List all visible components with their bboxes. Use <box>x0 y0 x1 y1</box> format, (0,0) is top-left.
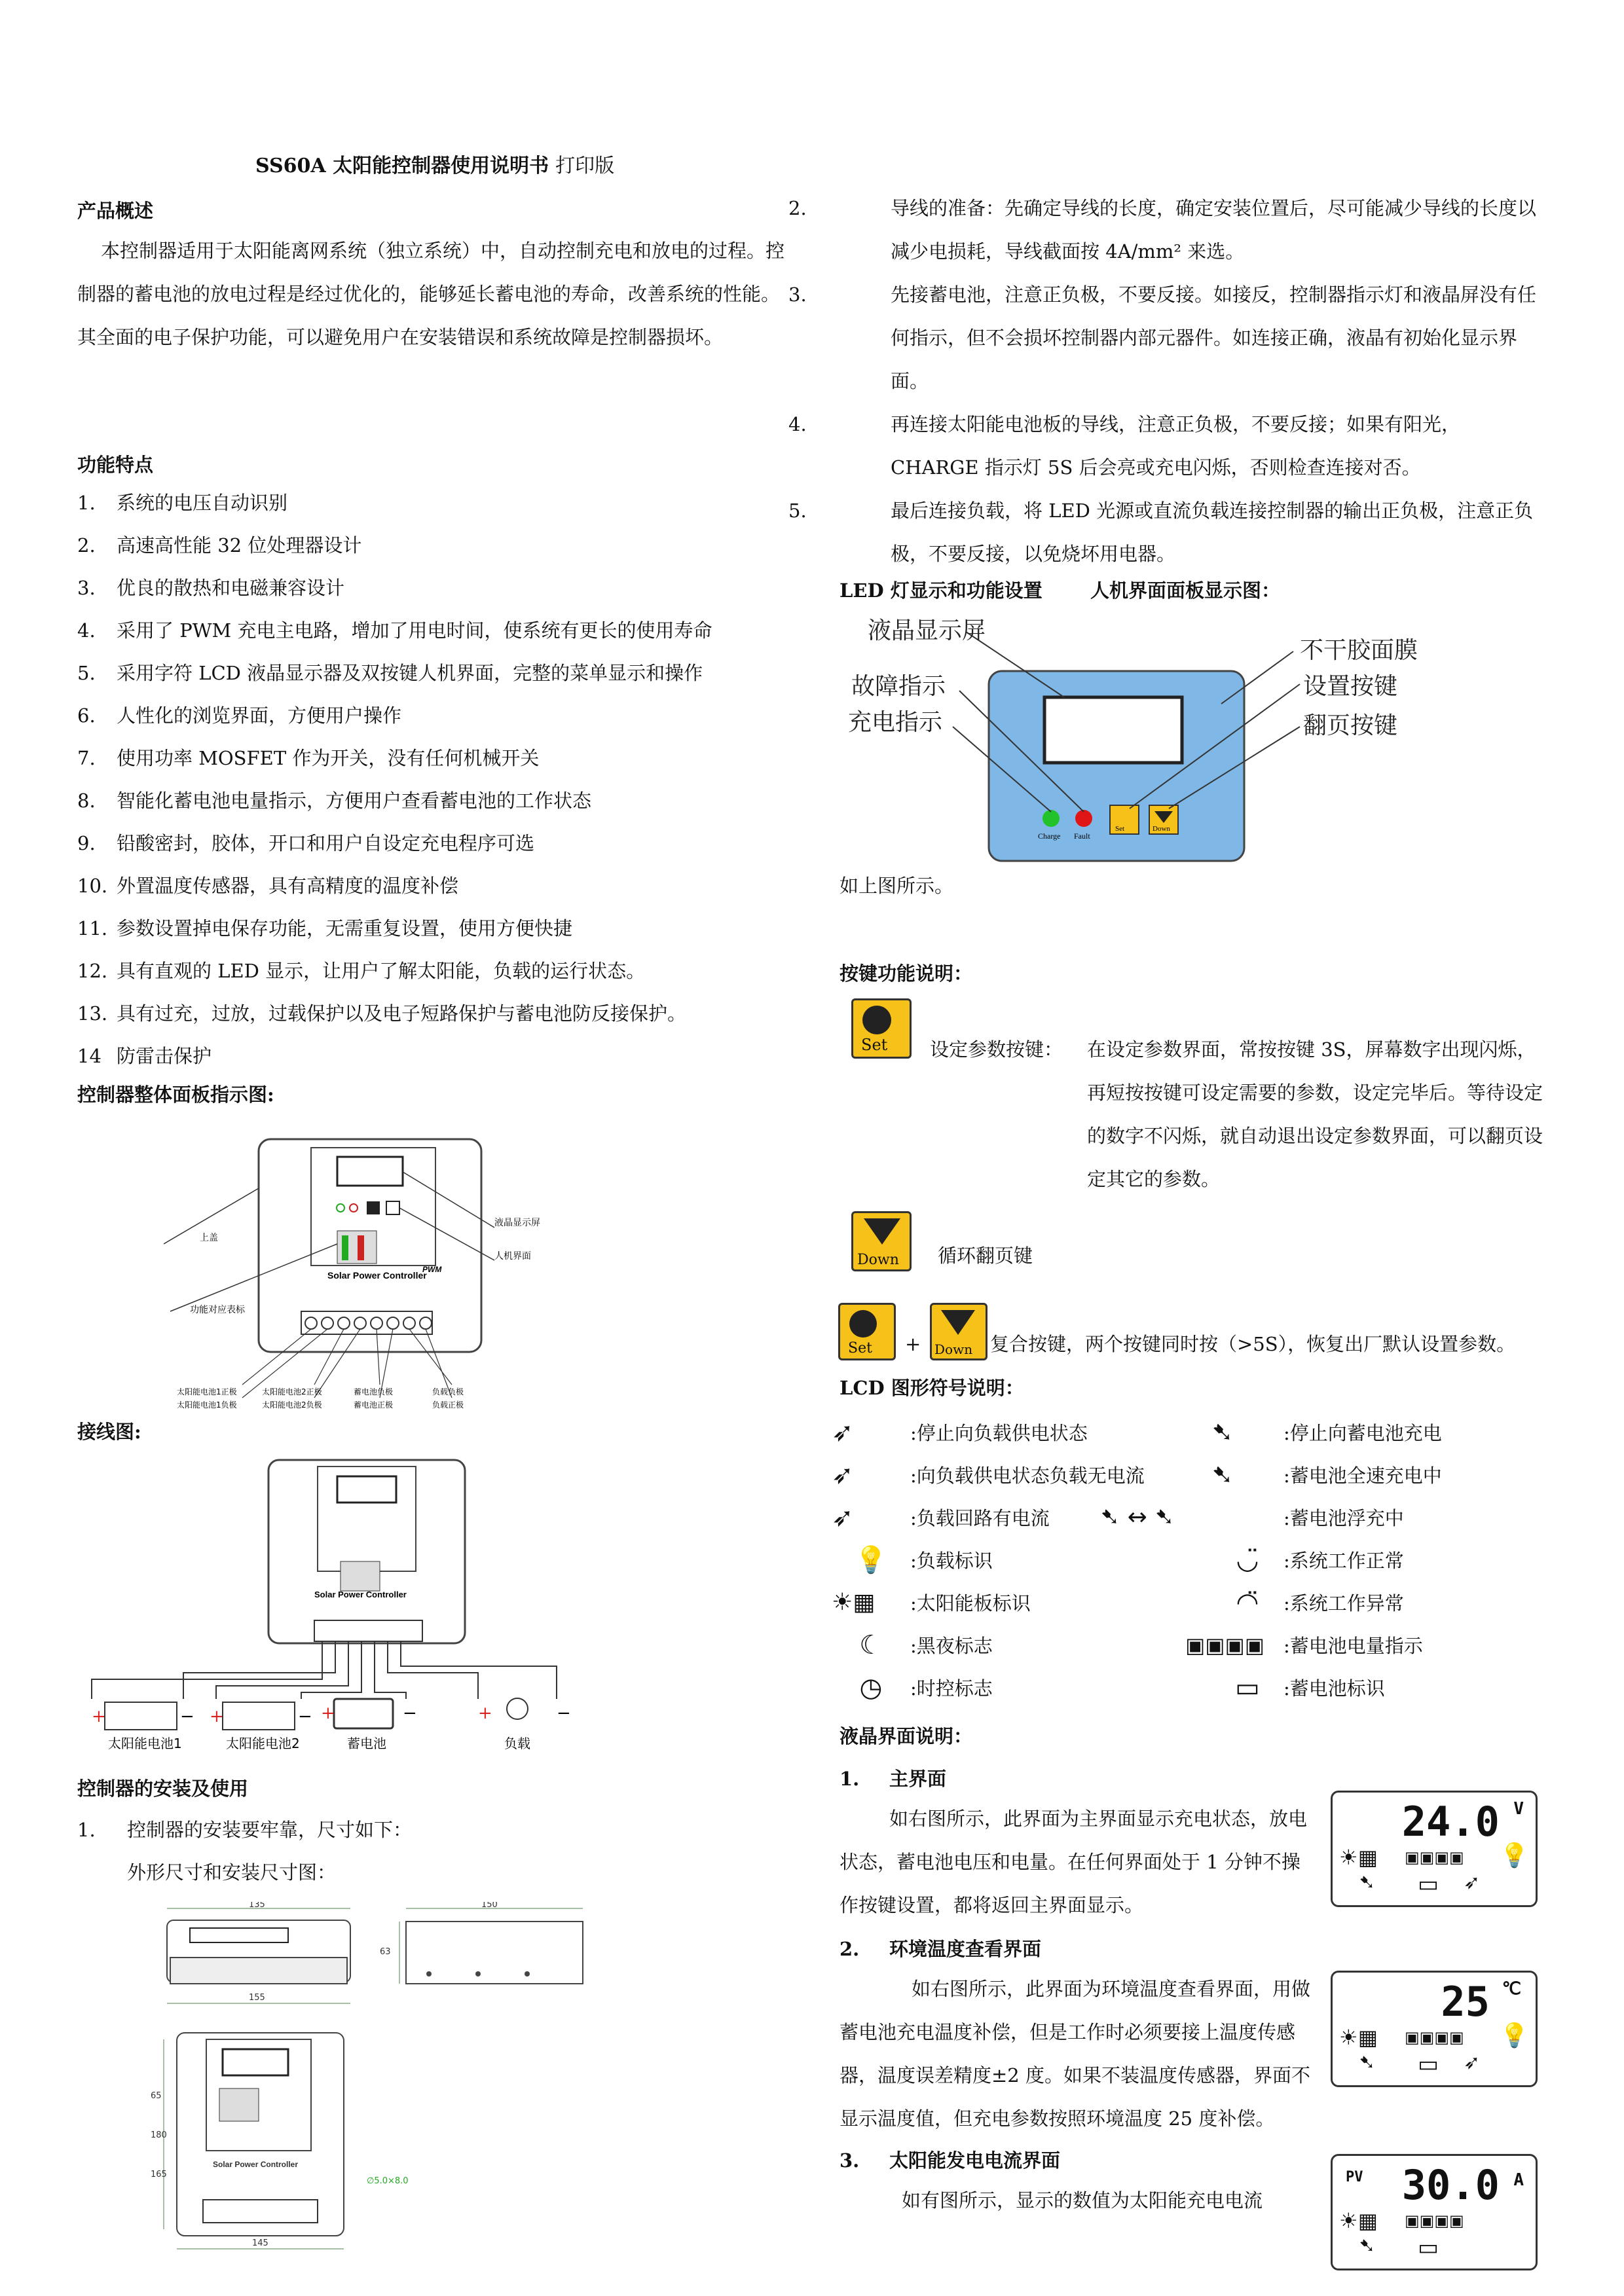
solar-panel-icon: ☀▦ <box>1339 2025 1378 2050</box>
svg-text:蓄电池: 蓄电池 <box>347 1736 386 1751</box>
lcd-symbols-left <box>832 1411 1198 1709</box>
svg-text:65: 65 <box>151 2091 162 2101</box>
lcd-symbols-right <box>1100 1411 1578 1709</box>
svg-text:+: + <box>478 1704 492 1723</box>
symbol-row: ➷ :蓄电池全速充电中 <box>1211 1459 1442 1490</box>
svg-text:+: + <box>92 1707 106 1726</box>
screen2-title: 2. 环境温度查看界面 <box>840 1938 1042 1960</box>
svg-text:充电指示: 充电指示 <box>848 709 943 736</box>
load-arrow-current-icon: ➶ <box>832 1502 854 1533</box>
panel-heading: 控制器整体面板指示图: <box>77 1084 274 1106</box>
svg-text:−: − <box>403 1704 417 1723</box>
svg-text:∅5.0×8.0: ∅5.0×8.0 <box>367 2176 409 2186</box>
battery-level-icon: ▣▣▣▣ <box>1405 1848 1464 1867</box>
screen2-unit: ℃ <box>1502 1979 1521 1999</box>
symbol-row: ➷ :停止向蓄电池充电 <box>1211 1417 1442 1448</box>
svg-text:翻页按键: 翻页按键 <box>1303 712 1398 739</box>
solar-panel-icon: ☀▦ <box>832 1589 876 1616</box>
dimension-drawings <box>151 1902 622 2255</box>
lcd-window <box>337 1157 403 1186</box>
svg-text:负载负极: 负载负极 <box>432 1387 464 1396</box>
svg-text:−: − <box>180 1707 194 1726</box>
battery <box>334 1699 393 1728</box>
list-item: 10. 外置温度传感器，具有高精度的温度补偿 <box>77 875 459 897</box>
hmi-diagram <box>841 612 1470 867</box>
fault-led <box>1075 810 1092 827</box>
down-key <box>386 1201 399 1214</box>
led-heading: LED 灯显示和功能设置 <box>840 579 1043 602</box>
svg-text:180: 180 <box>151 2130 167 2140</box>
solar-panel-1 <box>105 1702 177 1730</box>
battery-icon: ▭ <box>1418 1871 1439 1897</box>
combo-plus: + <box>905 1333 921 1355</box>
title-sub: 打印版 <box>555 155 615 177</box>
smile-icon: ◡̈ <box>1236 1544 1259 1575</box>
charge-arrow-icon: ➷ <box>1359 2051 1376 2074</box>
label-lcd: 液晶显示屏 <box>494 1218 540 1228</box>
svg-text:150: 150 <box>481 1902 498 1910</box>
clock-icon: ◷ <box>859 1672 883 1703</box>
solar-panel-icon: ☀▦ <box>1339 2208 1378 2233</box>
list-item: 3. 先接蓄电池，注意正负极，不要反接。如接反，控制器指示灯和液晶屏没有任何指示，但不会损坏控制器内部元器件。如连接正确，液晶有初始化显示界面。 <box>788 283 1537 392</box>
list-item: 13. 具有过充，过放，过载保护以及电子短路保护与蓄电池防反接保护。 <box>77 1002 687 1025</box>
install-heading: 控制器的安装及使用 <box>77 1777 249 1800</box>
list-item: 5. 最后连接负载，将 LED 光源或直流负载连接控制器的输出正负极，注意正负极，不要反接，以免烧坏用电器。 <box>788 500 1534 565</box>
svg-text:蓄电池正极: 蓄电池正极 <box>354 1400 394 1410</box>
svg-text:Solar Power Controller: Solar Power Controller <box>314 1590 407 1599</box>
list-item: 12. 具有直观的 LED 显示，让用户了解太阳能，负载的运行状态。 <box>77 960 646 982</box>
screen1-title: 1. 主界面 <box>840 1768 947 1790</box>
svg-text:−: − <box>557 1704 571 1723</box>
svg-text:+: + <box>321 1704 335 1723</box>
symbol-row: ☀▦ :太阳能板标识 <box>832 1589 1031 1616</box>
solar-panel-icon: ☀▦ <box>1339 1845 1378 1870</box>
list-item: 11. 参数设置掉电保存功能，无需重复设置，使用方便快捷 <box>77 917 573 939</box>
features-list <box>77 482 798 1078</box>
svg-text:Solar Power Controller: Solar Power Controller <box>213 2160 299 2169</box>
list-item: 8. 智能化蓄电池电量指示，方便用户查看蓄电池的工作状态 <box>77 790 592 812</box>
charge-arrow-full-icon: ➷ <box>1211 1459 1234 1490</box>
list-item: 4. 再连接太阳能电池板的导线，注意正负极，不要反接；如果有阳光，CHARGE 指示灯 5S 后会亮或充电闪烁，否则检查连接对否。 <box>788 413 1461 479</box>
svg-text:155: 155 <box>249 1993 265 2003</box>
svg-text:蓄电池负极: 蓄电池负极 <box>354 1387 394 1396</box>
screen1-text: 如右图所示，此界面为主界面显示充电状态，放电状态，蓄电池电压和电量。在任何界面处于 1 分钟不操作按键设置，都将返回主界面显示。 <box>840 1808 1308 1916</box>
symbol-row: ◡̈ :系统工作正常 <box>1211 1539 1578 1581</box>
screen2-text: 如右图所示，此界面为环境温度查看界面，用做蓄电池充电温度补偿，但是工作时必须要接上温度传感器，温度误差精度±2 度。如果不装温度传感器，界面不显示温度值，但充电参数按照环境温度 25 度补偿。 <box>840 1978 1311 2130</box>
svg-text:故障指示: 故障指示 <box>851 673 946 700</box>
symbol-row: ◠̈ :系统工作异常 <box>1211 1581 1578 1624</box>
list-item: 3. 优良的散热和电磁兼容设计 <box>77 577 345 599</box>
svg-text:−: − <box>298 1707 312 1726</box>
moon-icon: ☾ <box>859 1630 883 1660</box>
screen1-value: 24.0 <box>1401 1798 1500 1846</box>
wiring-diagram <box>85 1457 583 1758</box>
symbol-row: ➶ :向负载供电状态负载无电流 <box>832 1459 1145 1490</box>
load-bulb <box>507 1698 528 1719</box>
svg-text:Charge: Charge <box>1038 831 1061 841</box>
screen3-unit: A <box>1513 2170 1524 2190</box>
lcd-symbols-heading: LCD 图形符号说明： <box>840 1377 1024 1399</box>
screen3-text: 如有图所示，显示的数值为太阳能充电电流 <box>902 2189 1263 2212</box>
panel-diagram <box>164 1136 583 1424</box>
install-sub: 外形尺寸和安装尺寸图： <box>127 1861 337 1884</box>
svg-text:设置按键: 设置按键 <box>1303 673 1398 700</box>
brand-text: Solar Power Controller <box>327 1270 427 1281</box>
charge-arrow-icon: ➷ <box>1359 2234 1376 2257</box>
bulb-icon: 💡 <box>1500 2022 1529 2049</box>
load-arrow-nocurrent-icon: ➶ <box>832 1459 854 1490</box>
wiring-heading: 接线图: <box>77 1421 141 1443</box>
list-item: 1. 系统的电压自动识别 <box>77 492 288 514</box>
set-key <box>367 1201 380 1214</box>
svg-text:135: 135 <box>249 1902 265 1910</box>
battery-level-icon: ▣▣▣▣ <box>1405 2028 1464 2047</box>
overview-text: 本控制器适用于太阳能离网系统（独立系统）中，自动控制充电和放电的过程。控制器的蓄电池的放电过程是经过优化的，能够延长蓄电池的寿命，改善系统的性能。其全面的电子保护功能，可以避免用户在安装错误和系统故障是控制器损坏。 <box>77 240 785 348</box>
svg-text:负载正极: 负载正极 <box>432 1400 464 1410</box>
hmi-caption: 如上图所示。 <box>840 875 954 897</box>
frown-icon: ◠̈ <box>1236 1587 1259 1618</box>
install-steps <box>788 187 1547 575</box>
svg-text:165: 165 <box>151 2170 167 2179</box>
solar-panel-2 <box>223 1702 295 1730</box>
screen3-pv: PV <box>1346 2169 1363 2185</box>
charge-arrow-icon: ➷ <box>1359 1871 1376 1894</box>
battery-level-icon: ▣▣▣▣ <box>1185 1632 1264 1658</box>
svg-text:液晶显示屏: 液晶显示屏 <box>868 617 986 644</box>
svg-text:Fault: Fault <box>1074 831 1090 841</box>
screen3-value: 30.0 <box>1401 2161 1500 2209</box>
battery-icon: ▭ <box>1418 2051 1439 2077</box>
symbol-row: ➶ :停止向负载供电状态 <box>832 1417 1088 1448</box>
svg-text:太阳能电池2: 太阳能电池2 <box>226 1736 300 1751</box>
label-function-table: 功能对应表标 <box>190 1305 245 1315</box>
svg-text:63: 63 <box>380 1947 391 1957</box>
set-key-desc: 在设定参数界面，常按按键 3S，屏幕数字出现闪烁，再短按按键可设定需要的参数，设定完毕后。等待设定的数字不闪烁，就自动退出设定参数界面，可以翻页设定其它的参数。 <box>1087 1038 1543 1190</box>
svg-text:太阳能电池1: 太阳能电池1 <box>108 1736 182 1751</box>
symbol-row: ◷ :时控标志 <box>832 1666 1198 1709</box>
svg-text:Set: Set <box>1115 825 1125 833</box>
svg-text:负载: 负载 <box>504 1736 530 1751</box>
combo-desc: 复合按键，两个按键同时按（>5S），恢复出厂默认设置参数。 <box>990 1333 1516 1355</box>
list-item: 5. 采用字符 LCD 液晶显示器及双按键人机界面，完整的菜单显示和操作 <box>77 662 703 684</box>
hmi-lcd <box>1044 697 1182 763</box>
pwm-text: PWM <box>422 1265 442 1274</box>
keys-heading: 按键功能说明： <box>840 962 973 985</box>
screen2-value: 25 <box>1441 1978 1490 2026</box>
screen1-unit: V <box>1513 1799 1524 1819</box>
install-item-1: 1. 控制器的安装要牢靠，尺寸如下： <box>77 1819 413 1841</box>
label-hmi: 人机界面 <box>494 1251 531 1262</box>
hmi-heading: 人机界面面板显示图： <box>1090 579 1281 602</box>
svg-text:Down: Down <box>1153 825 1170 833</box>
load-arrow-off-icon: ➶ <box>832 1417 854 1448</box>
symbol-row: ➷ ↔ ➷ :蓄电池浮充中 <box>1100 1504 1404 1531</box>
symbol-row: ▣▣▣▣ :蓄电池电量指示 <box>1185 1632 1423 1658</box>
battery-icon: ▭ <box>1235 1672 1260 1703</box>
label-cover: 上盖 <box>200 1233 218 1243</box>
combo-set-icon: Set <box>838 1303 896 1360</box>
charge-arrow-off-icon: ➷ <box>1211 1417 1234 1448</box>
svg-text:太阳能电池1正极: 太阳能电池1正极 <box>177 1387 237 1396</box>
list-item: 2. 导线的准备：先确定导线的长度，确定安装位置后，尽可能减少导线的长度以减少电损耗，导线截面按 4A/mm² 来选。 <box>788 197 1537 263</box>
symbol-row: ☾ :黑夜标志 <box>832 1624 1198 1666</box>
list-item: 14 防雷击保护 <box>77 1045 212 1067</box>
overview-heading: 产品概述 <box>77 200 154 222</box>
list-item: 2. 高速高性能 32 位处理器设计 <box>77 534 362 556</box>
screen3-lcd <box>1331 2154 1538 2270</box>
title-main: SS60A 太阳能控制器使用说明书 <box>255 155 549 177</box>
combo-down-icon: Down <box>930 1303 987 1360</box>
screen1-lcd <box>1331 1791 1538 1907</box>
symbol-row: 💡 :负载标识 <box>832 1539 1198 1581</box>
list-item: 7. 使用功率 MOSFET 作为开关，没有任何机械开关 <box>77 747 540 769</box>
svg-text:太阳能电池2负极: 太阳能电池2负极 <box>262 1400 322 1410</box>
svg-text:太阳能电池2正极: 太阳能电池2正极 <box>262 1387 322 1396</box>
charge-led <box>1043 810 1060 827</box>
document-title <box>255 149 614 178</box>
set-key-icon: Set <box>851 998 912 1059</box>
screen3-title: 3. 太阳能发电电流界面 <box>840 2149 1061 2172</box>
svg-text:145: 145 <box>252 2238 268 2248</box>
charge-arrow-float-icon: ➷ ↔ ➷ <box>1100 1504 1175 1531</box>
led-red <box>350 1204 358 1212</box>
list-item: 6. 人性化的浏览界面，方便用户操作 <box>77 704 402 727</box>
screen2-lcd <box>1331 1971 1538 2087</box>
battery-level-icon: ▣▣▣▣ <box>1405 2212 1464 2230</box>
led-green <box>337 1204 344 1212</box>
bulb-icon: 💡 <box>1500 1842 1529 1869</box>
set-key-label: 设定参数按键： <box>930 1038 1063 1061</box>
symbol-row: ▭ :蓄电池标识 <box>1211 1666 1578 1709</box>
screens-heading: 液晶界面说明： <box>840 1725 973 1747</box>
svg-text:不干胶面膜: 不干胶面膜 <box>1300 637 1418 664</box>
down-key-label: 循环翻页键 <box>938 1245 1033 1267</box>
list-item: 9. 铅酸密封，胶体，开口和用户自设定充电程序可选 <box>77 832 535 854</box>
bulb-icon: 💡 <box>855 1545 887 1575</box>
symbol-row: ➶ :负载回路有电流 <box>832 1502 1050 1533</box>
svg-text:+: + <box>210 1707 224 1726</box>
load-arrow-icon: ➶ <box>1464 2051 1481 2074</box>
battery-icon: ▭ <box>1418 2234 1439 2261</box>
load-arrow-icon: ➶ <box>1464 1871 1481 1894</box>
down-key-icon: Down <box>851 1211 912 1271</box>
list-item: 4. 采用了 PWM 充电主电路，增加了用电时间，使系统有更长的使用寿命 <box>77 619 712 642</box>
svg-text:太阳能电池1负极: 太阳能电池1负极 <box>177 1400 237 1410</box>
features-heading: 功能特点 <box>77 454 154 476</box>
